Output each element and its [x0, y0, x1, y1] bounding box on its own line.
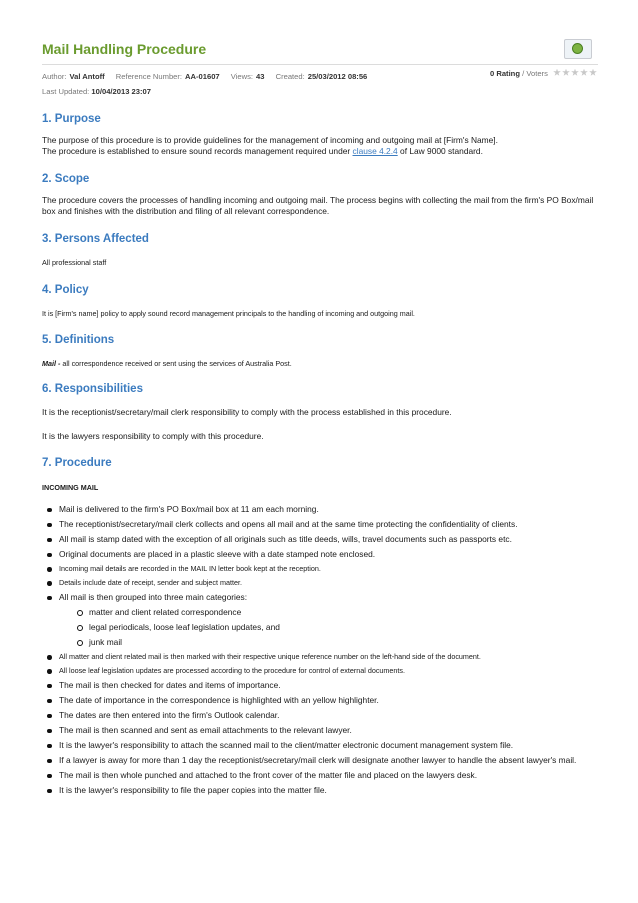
purpose-line-1: The purpose of this procedure is to provide guidelines for the management of incoming and outgoing mail at [Firm's Name]. — [42, 135, 498, 145]
purpose-line-2b: of Law 9000 standard. — [400, 146, 483, 156]
rating-separator: / — [522, 69, 525, 78]
scope-text: The procedure covers the processes of handling incoming and outgoing mail. The process begins with collecting the mail from the firm's PO Box/mail box and finishes with the distribution and filing of all relevant correspondence. — [42, 195, 594, 216]
star-icon[interactable] — [562, 69, 570, 77]
incoming-mail-subheading: INCOMING MAIL — [42, 483, 99, 492]
star-icon[interactable] — [553, 69, 561, 77]
procedure-heading: 7. Procedure — [42, 457, 112, 469]
section-scope — [42, 172, 598, 217]
section-persons — [42, 232, 598, 268]
list-item: It is the lawyer's responsibility to attach the scanned mail to the client/matter electronic document management system file. — [42, 739, 598, 752]
refnum-value: AA-01607 — [185, 72, 220, 81]
star-icon[interactable] — [580, 69, 588, 77]
category-item: matter and client related correspondence — [59, 606, 598, 619]
views-value: 43 — [256, 72, 265, 81]
page-title: Mail Handling Procedure — [42, 41, 207, 57]
list-item: Original documents are placed in a plastic sleeve with a date stamped note enclosed. — [42, 548, 598, 561]
list-item: The date of importance in the correspondence is highlighted with an yellow highlighter. — [42, 694, 598, 707]
author-label: Author: — [42, 72, 67, 81]
purpose-line-2a: The procedure is established to ensure sound records management required under — [42, 146, 351, 156]
list-item: The mail is then scanned and sent as email attachments to the relevant lawyer. — [42, 724, 598, 737]
definitions-heading: 5. Definitions — [42, 334, 115, 346]
category-item: legal periodicals, loose leaf legislation updates, and — [59, 621, 598, 634]
categories-intro: All mail is then grouped into three main categories: — [59, 592, 248, 602]
list-item: The dates are then entered into the firm's Outlook calendar. — [42, 709, 598, 722]
rating-stars[interactable] — [553, 69, 598, 80]
purpose-text — [42, 135, 598, 157]
rating-block — [490, 68, 598, 80]
definition-body: all correspondence received or sent using the services of Australia Post. — [62, 359, 292, 368]
list-item — [42, 591, 598, 649]
purpose-heading: 1. Purpose — [42, 113, 101, 125]
responsibilities-heading: 6. Responsibilities — [42, 383, 143, 395]
views-label: Views: — [230, 72, 254, 81]
star-icon[interactable] — [571, 69, 579, 77]
list-item: The mail is then checked for dates and items of importance. — [42, 679, 598, 692]
policy-text: It is [Firm's name] policy to apply sound record management principals to the handling of incoming and outgoing mail. — [42, 309, 415, 318]
section-purpose — [42, 112, 598, 157]
persons-heading: 3. Persons Affected — [42, 233, 149, 245]
list-item: All loose leaf legislation updates are processed according to the procedure for control of external documents. — [42, 665, 598, 677]
category-item: junk mail — [59, 636, 598, 649]
section-definitions — [42, 333, 598, 369]
article-meta — [42, 71, 598, 82]
list-item: All matter and client related mail is then marked with their respective unique reference number on the left-hand side of the document. — [42, 651, 598, 663]
created-label: Created: — [275, 72, 305, 81]
list-item: Mail is delivered to the firm's PO Box/mail box at 11 am each morning. — [42, 503, 598, 516]
section-responsibilities — [42, 382, 598, 442]
list-item: Incoming mail details are recorded in the MAIL IN letter book kept at the reception. — [42, 563, 598, 575]
procedure-list — [42, 503, 598, 797]
document-page — [42, 40, 598, 97]
clause-link[interactable]: clause 4.2.4 — [352, 146, 398, 156]
section-policy — [42, 283, 598, 319]
categories-list — [59, 606, 598, 649]
list-item: The mail is then whole punched and attached to the front cover of the matter file and placed on the lawyers desk. — [42, 769, 598, 782]
refnum-label: Reference Number: — [115, 72, 183, 81]
scope-heading: 2. Scope — [42, 173, 90, 185]
title-divider — [42, 64, 598, 65]
globe-icon-inner — [572, 43, 583, 54]
policy-heading: 4. Policy — [42, 284, 89, 296]
list-item: All mail is stamp dated with the exception of all originals such as title deeds, wills, travel documents such as passports etc. — [42, 533, 598, 546]
list-item: It is the lawyer's responsibility to file the paper copies into the matter file. — [42, 784, 598, 797]
responsibilities-text-1: It is the receptionist/secretary/mail clerk responsibility to comply with the process established in this procedure. — [42, 407, 452, 417]
globe-icon[interactable] — [564, 39, 592, 59]
voters-label: Voters — [526, 69, 548, 78]
rating-value: 0 Rating — [490, 69, 520, 78]
star-icon[interactable] — [589, 69, 597, 77]
last-updated — [42, 86, 598, 97]
list-item: If a lawyer is away for more than 1 day the receptionist/secretary/mail clerk will designate another lawyer to handle the absent lawyer's mail. — [42, 754, 598, 767]
created-value: 25/03/2012 08:56 — [307, 72, 368, 81]
definitions-text — [42, 359, 598, 369]
list-item: Details include date of receipt, sender and subject matter. — [42, 577, 598, 589]
persons-text: All professional staff — [42, 258, 107, 267]
list-item: The receptionist/secretary/mail clerk collects and opens all mail and at the same time protecting the confidentiality of clients. — [42, 518, 598, 531]
definition-term: Mail - — [42, 359, 61, 368]
author-value: Val Antoff — [69, 72, 105, 81]
section-procedure — [42, 456, 598, 799]
updated-value: 10/04/2013 23:07 — [91, 87, 151, 96]
updated-label: Last Updated: — [42, 87, 90, 96]
responsibilities-text-2: It is the lawyers responsibility to comply with this procedure. — [42, 431, 264, 441]
